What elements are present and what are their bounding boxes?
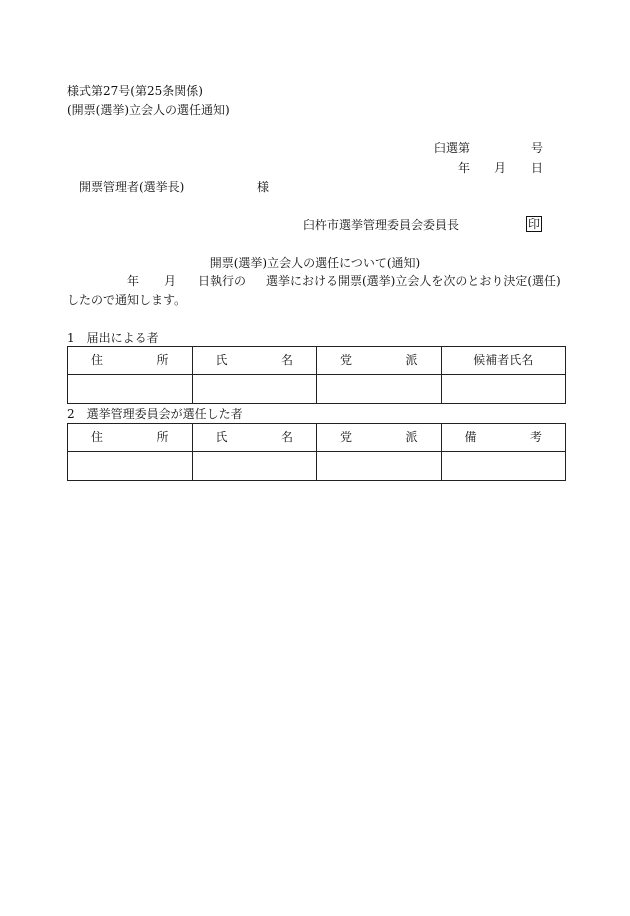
cell-address-input[interactable] bbox=[68, 452, 193, 481]
header-cell-party: 党 派 bbox=[317, 347, 442, 375]
header-cell-address: 住 所 bbox=[68, 424, 193, 452]
addressee-honorific: 様 bbox=[257, 180, 270, 194]
addressee-name: 開票管理者(選挙長) bbox=[79, 180, 185, 194]
table-row bbox=[68, 375, 566, 404]
notice-body-line-1 bbox=[67, 273, 567, 289]
section-2-title: 2 選挙管理委員会が選任した者 bbox=[67, 407, 243, 421]
body-decision-text: 選挙における開票(選挙)立会人を次のとおり決定(選任) bbox=[266, 274, 561, 288]
cell-party-input[interactable] bbox=[317, 452, 442, 481]
body-year-label: 年 bbox=[127, 274, 140, 288]
cell-name-input[interactable] bbox=[192, 452, 317, 481]
body-month-label: 月 bbox=[164, 274, 177, 288]
header-cell-name: 氏 名 bbox=[192, 347, 317, 375]
table-header-row bbox=[68, 347, 566, 375]
cell-remarks-input[interactable] bbox=[441, 452, 566, 481]
header-cell-address: 住 所 bbox=[68, 347, 193, 375]
body-election-date-text: 日執行の bbox=[198, 274, 247, 288]
notice-title: 開票(選挙)立会人の選任について(通知) bbox=[209, 256, 421, 270]
header-cell-name: 氏 名 bbox=[192, 424, 317, 452]
header-cell-candidate-name: 候補者氏名 bbox=[441, 347, 566, 375]
cell-candidate-name-input[interactable] bbox=[441, 375, 566, 404]
cell-party-input[interactable] bbox=[317, 375, 442, 404]
document-number-suffix: 号 bbox=[531, 141, 544, 155]
table-header-row bbox=[68, 424, 566, 452]
document-number-prefix: 臼選第 bbox=[434, 141, 471, 155]
notice-body-line-2: したので通知します。 bbox=[67, 293, 187, 307]
form-number: 様式第27号(第25条関係) bbox=[67, 84, 203, 98]
cell-name-input[interactable] bbox=[192, 375, 317, 404]
date-day-label: 日 bbox=[531, 161, 544, 175]
form-title: (開票(選挙)立会人の選任通知) bbox=[67, 103, 230, 117]
section-1-table bbox=[67, 346, 566, 404]
sender-name: 臼杵市選挙管理委員会委員長 bbox=[303, 218, 460, 232]
header-cell-remarks: 備 考 bbox=[441, 424, 566, 452]
header-cell-party: 党 派 bbox=[317, 424, 442, 452]
table-row bbox=[68, 452, 566, 481]
date-month-label: 月 bbox=[494, 161, 507, 175]
section-2-table bbox=[67, 423, 566, 481]
date-year-label: 年 bbox=[458, 161, 471, 175]
seal-mark: 印 bbox=[528, 217, 541, 231]
cell-address-input[interactable] bbox=[68, 375, 193, 404]
section-1-title: 1 届出による者 bbox=[67, 331, 159, 345]
